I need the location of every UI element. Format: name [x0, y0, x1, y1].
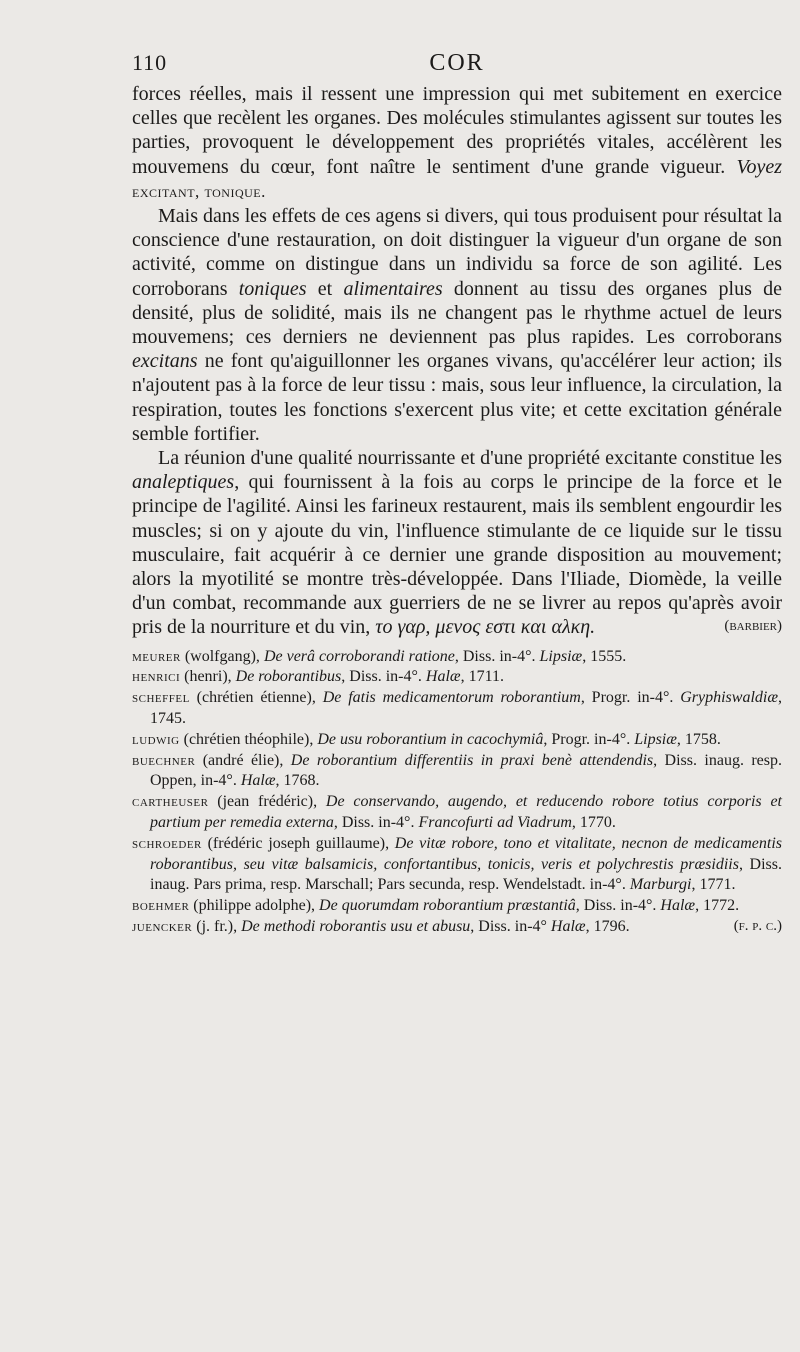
text-segment: donnent au tissu des organes plus de densité, plus de solidité, mais ils ne changent pas le rhythme actuel de leurs mouvemens; ces derniers ne deviennent pas plus rapides. Les corroborans — [132, 277, 782, 349]
bib-year: , 1555. — [582, 647, 627, 665]
bib-publication: , Diss. in-4°. — [333, 814, 419, 832]
bib-place: Marburgi — [629, 876, 692, 894]
page-body — [132, 82, 782, 935]
text-segment: ne font qu'aiguillonner les organes vivans, qu'accélérer leur action; ils n'ajoutent pas à la force de leur tissu : mais, sous leur influence, la circulation, la respiration, toutes les fonctions s'exercent plus vite; et cette excitation générale semble fortifier. — [132, 350, 782, 445]
bib-publication: , Progr. in-4°. — [543, 730, 635, 748]
bib-year: , 1770. — [571, 814, 616, 832]
bib-title: De fatis medicamentorum roborantium — [322, 689, 581, 707]
bibliography-entry — [132, 730, 782, 751]
bib-publication: , Progr. in-4°. — [580, 689, 681, 707]
bibliography-entry — [132, 792, 782, 834]
text-segment: excitans — [132, 350, 198, 373]
bib-publication: , Diss. in-4°. — [454, 647, 540, 665]
bib-title: De quorumdam roborantium præstantiâ — [319, 897, 576, 915]
bib-publication: , Diss. inaug. resp. Oppen, in-4°. — [150, 751, 783, 790]
bib-place: Francofurti ad Viadrum — [418, 814, 572, 832]
bib-title: De usu roborantium in cacochymiâ — [317, 730, 544, 748]
bib-author-details: (wolfgang), — [180, 647, 264, 665]
bib-author: cartheuser — [132, 794, 209, 811]
signature-fpc: (f. p. c.) — [733, 917, 782, 934]
paragraph-1 — [132, 82, 782, 204]
bib-publication: , Diss. in-4° — [470, 918, 551, 936]
text-segment: analeptiques — [132, 471, 235, 494]
page-header — [132, 50, 782, 80]
bibliography-entry — [132, 896, 782, 917]
bib-publication: , Diss. in-4°. — [341, 668, 426, 686]
bib-title: De vitæ robore, tono et vitalitate, necnon de medicamentis roborantibus, seu vitæ balsamicis, confortantibus, tonicis, veris et polychrestis præsidiis — [150, 834, 782, 873]
bib-author: ludwig — [132, 731, 180, 748]
bibliography-entry — [132, 751, 782, 793]
bib-author-details: (andré élie), — [195, 751, 291, 769]
bib-author: henrici — [132, 669, 181, 686]
text-segment: Mais dans les effets de ces agens si divers, qui tous produisent pour résultat la conscience d'une restauration, on doit distinguer la vigueur d'un organe de son activité, comme on distingue dans un individu sa force de son agilité. Les corroborans — [132, 205, 782, 300]
bib-year: , 1772. — [695, 897, 740, 915]
text-segment: forces réelles, mais il ressent une impression qui met subitement en exercice celles que recèlent les organes. Des molécules stimulantes agissent sur toutes les parties, provoquent le développement des propriétés vitales, accélèrent les mouvemens du cœur, font naître le sentiment d'une grande vigueur. — [132, 83, 782, 178]
text-segment: excitant, tonique. — [132, 181, 266, 201]
page-number: 110 — [132, 50, 168, 75]
bib-year: , 1745. — [150, 689, 783, 728]
bib-place: Halæ — [660, 897, 696, 915]
bib-author-details: (chrétien théophile), — [179, 730, 318, 748]
text-segment: et — [306, 277, 344, 300]
bib-title: De methodi roborantis usu et abusu — [241, 918, 471, 936]
bib-place: Lipsiæ — [539, 647, 583, 665]
bib-year: , 1758. — [676, 730, 721, 748]
bib-author-details: (j. fr.), — [192, 918, 242, 936]
bib-author-details: (philippe adolphe), — [189, 897, 320, 915]
bib-title: De roborantibus — [235, 668, 342, 686]
bibliography-entry — [132, 647, 782, 668]
bibliography-entry — [132, 834, 782, 896]
text-segment: alimentaires — [343, 277, 443, 300]
bib-author-details: (jean frédéric), — [208, 793, 326, 811]
bib-year: , 1796. — [585, 918, 630, 936]
bib-publication: , Diss. inaug. Pars prima, resp. Marschall; Pars secunda, resp. Wendelstadt. in-4°. — [150, 855, 782, 894]
bibliography — [132, 647, 782, 938]
bib-author-details: (frédéric joseph guillaume), — [201, 834, 395, 852]
bib-title: De conservando, augendo, et reducendo robore totius corporis et partium per remedia externa — [150, 793, 782, 832]
bib-author: schroeder — [132, 835, 202, 852]
signature-barbier: (barbier) — [724, 617, 782, 634]
bibliography-entry — [132, 667, 782, 688]
bib-title: De verâ corroborandi ratione — [263, 647, 455, 665]
bib-place: Gryphiswaldiæ — [680, 689, 779, 707]
text-segment: Voyez — [736, 155, 782, 178]
bib-place: Halæ — [425, 668, 461, 686]
bib-place: Lipsiæ — [634, 730, 677, 748]
bib-place: Halæ — [240, 772, 276, 790]
bib-title: De roborantium differentiis in praxi benè attendendis — [290, 751, 654, 769]
text-segment: La réunion d'une qualité nourrissante et d'une propriété excitante constitue les — [158, 447, 782, 470]
text-segment: , qui fournissent à la fois au corps le principe de la force et le principe de l'agilité. Ainsi les farineux restaurent, mais ils semblent engourdir les muscles; si on y ajoute du vin, l'influence stimulante de ce liquide sur le tissu musculaire, fait acquérir à ce dernier une grande disposition au mouvement; alors la myotilité se montre très-développée. Dans l'Iliade, Diomède, la veille d'un combat, recommande aux guerriers de ne se livrer au repos qu'après avoir pris de la nourriture et du vin, — [132, 471, 782, 639]
bib-place: Halæ — [550, 918, 586, 936]
paragraph-2 — [132, 204, 782, 446]
bib-author: buechner — [132, 752, 196, 769]
bib-year: , 1768. — [275, 772, 320, 790]
bib-author: meurer — [132, 648, 181, 665]
bibliography-entry — [132, 688, 782, 730]
bib-author: boehmer — [132, 898, 190, 915]
bib-year: , 1771. — [691, 876, 736, 894]
bib-publication: , Diss. in-4°. — [575, 897, 661, 915]
bib-author-details: (chrétien étienne), — [189, 689, 323, 707]
bib-year: , 1711. — [460, 668, 504, 686]
running-head: COR — [429, 50, 485, 76]
bib-author: juencker — [132, 919, 193, 936]
text-segment: το γαρ, μενος εστι και αλκη. — [375, 616, 596, 639]
paragraph-3 — [132, 446, 782, 640]
bib-author: scheffel — [132, 690, 190, 707]
bib-author-details: (henri), — [180, 668, 236, 686]
text-segment: toniques — [238, 277, 307, 300]
